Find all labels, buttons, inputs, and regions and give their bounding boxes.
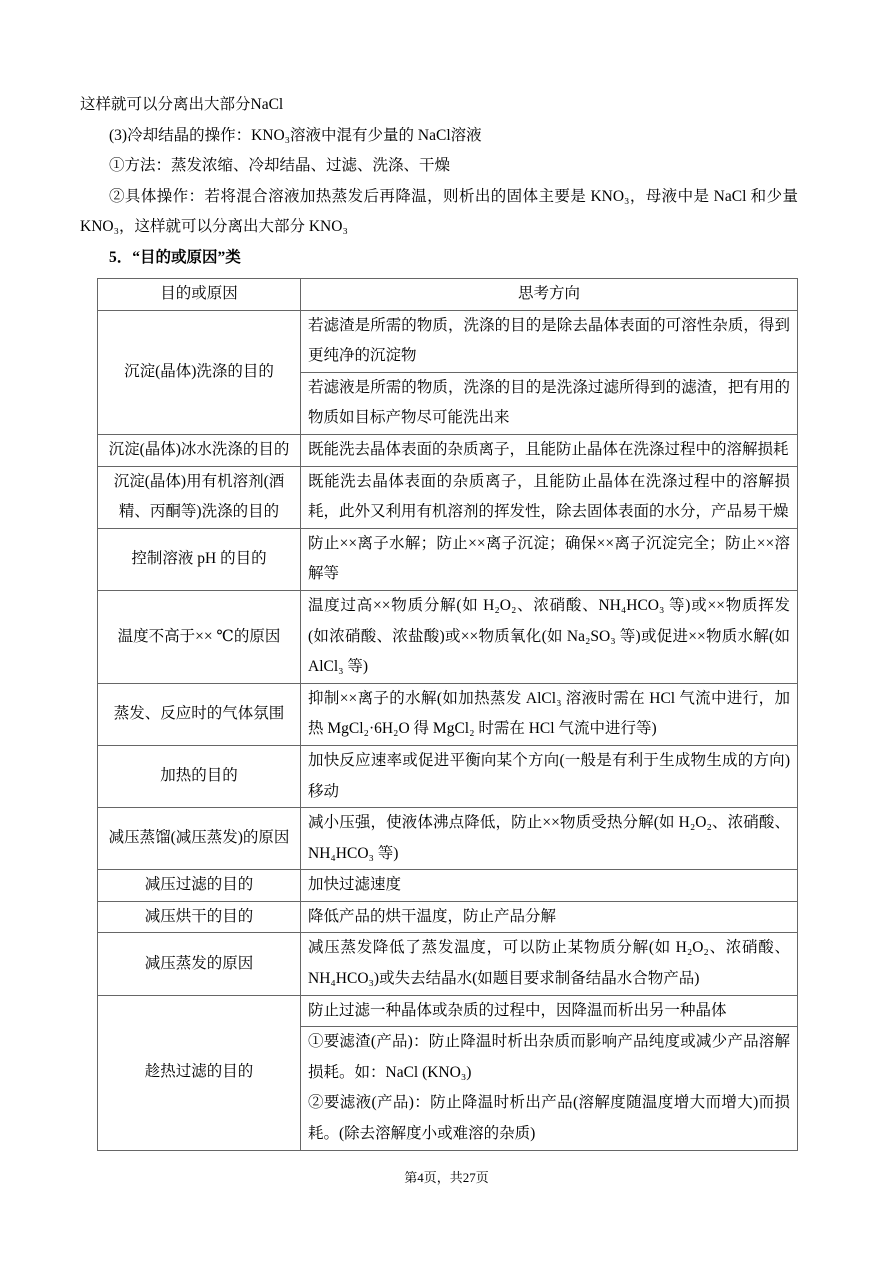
row-label: 沉淀(晶体)洗涤的目的 bbox=[98, 310, 301, 434]
row-label: 加热的目的 bbox=[98, 745, 301, 807]
purpose-reason-table bbox=[97, 278, 798, 1151]
row-direction: 若滤液是所需的物质，洗涤的目的是洗涤过滤所得到的滤渣，把有用的物质如目标产物尽可能洗出来 bbox=[301, 372, 798, 434]
table-row bbox=[98, 933, 798, 995]
row-direction: 抑制××离子的水解(如加热蒸发 AlCl₃ 溶液时需在 HCl 气流中进行，加热 MgCl₂·6H₂O 得 MgCl₂ 时需在 HCl 气流中进行等) bbox=[301, 683, 798, 745]
table-row bbox=[98, 745, 798, 807]
row-direction: 温度过高××物质分解(如 H₂O₂、浓硝酸、NH₄HCO₃ 等)或××物质挥发(如浓硝酸、浓盐酸)或××物质氧化(如 Na₂SO₃ 等)或促进××物质水解(如 AlCl₃ 等) bbox=[301, 590, 798, 683]
row-direction: 既能洗去晶体表面的杂质离子，且能防止晶体在洗涤过程中的溶解损耗 bbox=[301, 434, 798, 466]
row-label: 减压蒸发的原因 bbox=[98, 933, 301, 995]
table-row bbox=[98, 808, 798, 870]
body-text bbox=[80, 90, 798, 274]
row-label: 沉淀(晶体)用有机溶剂(酒精、丙酮等)洗涤的目的 bbox=[98, 466, 301, 528]
table-header-row bbox=[98, 279, 798, 311]
direction-item-residue: ①要滤渣(产品)：防止降温时析出杂质而影响产品纯度或减少产品溶解损耗。如：NaCl (KNO₃) bbox=[308, 1033, 790, 1081]
row-label: 沉淀(晶体)冰水洗涤的目的 bbox=[98, 434, 301, 466]
paragraph-procedure: ②具体操作：若将混合溶液加热蒸发后再降温，则析出的固体主要是 KNO₃，母液中是 NaCl 和少量 KNO₃，这样就可以分离出大部分 KNO₃ bbox=[80, 187, 798, 236]
direction-item-filtrate: ②要滤液(产品)：防止降温时析出产品(溶解度随温度增大而增大)而损耗。(除去溶解度小或难溶的杂质) bbox=[308, 1094, 790, 1143]
table-row bbox=[98, 901, 798, 933]
row-direction: 若滤渣是所需的物质，洗涤的目的是除去晶体表面的可溶性杂质，得到更纯净的沉淀物 bbox=[301, 310, 798, 372]
table-row bbox=[98, 434, 798, 466]
section-heading: 5．“目的或原因”类 bbox=[109, 248, 241, 266]
table-row bbox=[98, 870, 798, 902]
row-label: 趁热过滤的目的 bbox=[98, 995, 301, 1150]
row-direction: 防止过滤一种晶体或杂质的过程中，因降温而析出另一种晶体 bbox=[301, 995, 798, 1027]
row-label: 蒸发、反应时的气体氛围 bbox=[98, 683, 301, 745]
table-row bbox=[98, 466, 798, 528]
row-direction: 加快过滤速度 bbox=[301, 870, 798, 902]
paragraph-continued: 这样就可以分离出大部分NaCl bbox=[80, 96, 284, 113]
row-direction: 既能洗去晶体表面的杂质离子，且能防止晶体在洗涤过程中的溶解损耗，此外又利用有机溶剂的挥发性，除去固体表面的水分，产品易干燥 bbox=[301, 466, 798, 528]
table-row bbox=[98, 528, 798, 590]
row-direction: 防止××离子水解；防止××离子沉淀；确保××离子沉淀完全；防止××溶解等 bbox=[301, 528, 798, 590]
table-row bbox=[98, 995, 798, 1027]
row-direction: 降低产品的烘干温度，防止产品分解 bbox=[301, 901, 798, 933]
row-label: 减压过滤的目的 bbox=[98, 870, 301, 902]
row-direction bbox=[301, 1027, 798, 1150]
row-label: 减压蒸馏(减压蒸发)的原因 bbox=[98, 808, 301, 870]
row-direction: 加快反应速率或促进平衡向某个方向(一般是有利于生成物生成的方向)移动 bbox=[301, 745, 798, 807]
row-label: 减压烘干的目的 bbox=[98, 901, 301, 933]
row-direction: 减小压强，使液体沸点降低，防止××物质受热分解(如 H₂O₂、浓硝酸、NH₄HCO₃ 等) bbox=[301, 808, 798, 870]
column-header-purpose: 目的或原因 bbox=[98, 279, 301, 311]
column-header-direction: 思考方向 bbox=[301, 279, 798, 311]
page-footer bbox=[0, 1168, 893, 1188]
page-number: 第4页，共27页 bbox=[404, 1170, 489, 1185]
paragraph-method: ①方法：蒸发浓缩、冷却结晶、过滤、洗涤、干燥 bbox=[109, 157, 451, 175]
row-label: 控制溶液 pH 的目的 bbox=[98, 528, 301, 590]
row-label: 温度不高于×× ℃的原因 bbox=[98, 590, 301, 683]
paragraph-cooling-crystallization: (3)冷却结晶的操作：KNO₃溶液中混有少量的 NaCl溶液 bbox=[109, 126, 482, 144]
table-row bbox=[98, 683, 798, 745]
table-row bbox=[98, 590, 798, 683]
table-row bbox=[98, 310, 798, 372]
row-direction: 减压蒸发降低了蒸发温度，可以防止某物质分解(如 H₂O₂、浓硝酸、NH₄HCO₃)或失去结晶水(如题目要求制备结晶水合物产品) bbox=[301, 933, 798, 995]
